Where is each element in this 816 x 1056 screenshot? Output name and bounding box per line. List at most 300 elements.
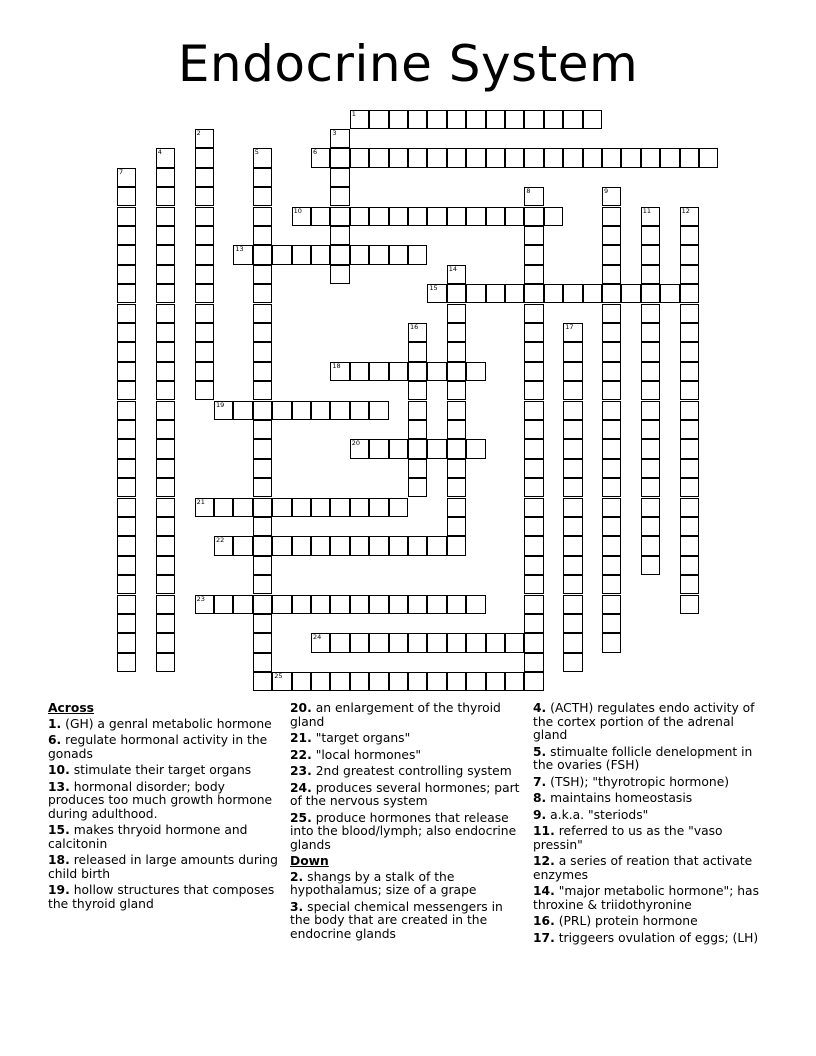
grid-cell[interactable] [427, 284, 446, 303]
grid-cell[interactable] [680, 362, 699, 381]
grid-cell[interactable] [117, 653, 136, 672]
grid-cell[interactable] [117, 207, 136, 226]
grid-cell[interactable] [563, 498, 582, 517]
grid-cell[interactable] [524, 187, 543, 206]
grid-cell[interactable] [524, 342, 543, 361]
grid-cell[interactable] [156, 420, 175, 439]
grid-cell[interactable] [524, 362, 543, 381]
grid-cell[interactable] [524, 672, 543, 691]
grid-cell[interactable] [641, 226, 660, 245]
grid-cell[interactable] [311, 245, 330, 264]
grid-cell[interactable] [233, 401, 252, 420]
grid-cell[interactable] [195, 245, 214, 264]
grid-cell[interactable] [117, 536, 136, 555]
grid-cell[interactable] [408, 536, 427, 555]
grid-cell[interactable] [524, 265, 543, 284]
grid-cell[interactable] [195, 381, 214, 400]
grid-cell[interactable] [583, 284, 602, 303]
grid-cell[interactable] [524, 110, 543, 129]
grid-cell[interactable] [544, 110, 563, 129]
grid-cell[interactable] [253, 187, 272, 206]
grid-cell[interactable] [447, 362, 466, 381]
grid-cell[interactable] [602, 536, 621, 555]
grid-cell[interactable] [699, 148, 718, 167]
grid-cell[interactable] [486, 207, 505, 226]
grid-cell[interactable] [253, 614, 272, 633]
grid-cell[interactable] [156, 536, 175, 555]
grid-cell[interactable] [447, 633, 466, 652]
grid-cell[interactable] [214, 595, 233, 614]
grid-cell[interactable] [641, 148, 660, 167]
grid-cell[interactable] [350, 672, 369, 691]
grid-cell[interactable] [524, 284, 543, 303]
grid-cell[interactable] [330, 207, 349, 226]
grid-cell[interactable] [641, 420, 660, 439]
grid-cell[interactable] [330, 498, 349, 517]
grid-cell[interactable] [602, 595, 621, 614]
grid-cell[interactable] [272, 498, 291, 517]
grid-cell[interactable] [680, 265, 699, 284]
grid-cell[interactable] [602, 614, 621, 633]
grid-cell[interactable] [253, 439, 272, 458]
grid-cell[interactable] [253, 304, 272, 323]
grid-cell[interactable] [680, 304, 699, 323]
grid-cell[interactable] [117, 323, 136, 342]
grid-cell[interactable] [680, 498, 699, 517]
grid-cell[interactable] [447, 110, 466, 129]
grid-cell[interactable] [621, 284, 640, 303]
grid-cell[interactable] [602, 498, 621, 517]
grid-cell[interactable] [369, 439, 388, 458]
grid-cell[interactable] [641, 556, 660, 575]
grid-cell[interactable] [602, 401, 621, 420]
grid-cell[interactable] [408, 342, 427, 361]
grid-cell[interactable] [233, 245, 252, 264]
grid-cell[interactable] [680, 148, 699, 167]
grid-cell[interactable] [505, 633, 524, 652]
grid-cell[interactable] [156, 168, 175, 187]
grid-cell[interactable] [389, 110, 408, 129]
grid-cell[interactable] [524, 148, 543, 167]
grid-cell[interactable] [641, 323, 660, 342]
grid-cell[interactable] [660, 284, 679, 303]
grid-cell[interactable] [563, 536, 582, 555]
grid-cell[interactable] [214, 498, 233, 517]
grid-cell[interactable] [156, 633, 175, 652]
grid-cell[interactable] [195, 168, 214, 187]
grid-cell[interactable] [524, 439, 543, 458]
grid-cell[interactable] [389, 362, 408, 381]
grid-cell[interactable] [602, 420, 621, 439]
grid-cell[interactable] [156, 323, 175, 342]
grid-cell[interactable] [233, 498, 252, 517]
grid-cell[interactable] [466, 110, 485, 129]
grid-cell[interactable] [524, 478, 543, 497]
grid-cell[interactable] [563, 633, 582, 652]
grid-cell[interactable] [447, 323, 466, 342]
grid-cell[interactable] [389, 595, 408, 614]
grid-cell[interactable] [563, 556, 582, 575]
grid-cell[interactable] [117, 401, 136, 420]
grid-cell[interactable] [505, 284, 524, 303]
grid-cell[interactable] [253, 207, 272, 226]
grid-cell[interactable] [447, 459, 466, 478]
grid-cell[interactable] [602, 459, 621, 478]
grid-cell[interactable] [369, 401, 388, 420]
grid-cell[interactable] [156, 187, 175, 206]
grid-cell[interactable] [156, 362, 175, 381]
grid-cell[interactable] [544, 207, 563, 226]
grid-cell[interactable] [156, 478, 175, 497]
grid-cell[interactable] [117, 614, 136, 633]
grid-cell[interactable] [156, 245, 175, 264]
grid-cell[interactable] [524, 595, 543, 614]
grid-cell[interactable] [602, 478, 621, 497]
grid-cell[interactable] [117, 168, 136, 187]
grid-cell[interactable] [195, 265, 214, 284]
grid-cell[interactable] [369, 245, 388, 264]
grid-cell[interactable] [253, 226, 272, 245]
grid-cell[interactable] [563, 439, 582, 458]
grid-cell[interactable] [350, 439, 369, 458]
grid-cell[interactable] [117, 459, 136, 478]
grid-cell[interactable] [486, 284, 505, 303]
grid-cell[interactable] [253, 342, 272, 361]
grid-cell[interactable] [563, 362, 582, 381]
grid-cell[interactable] [447, 672, 466, 691]
grid-cell[interactable] [408, 110, 427, 129]
grid-cell[interactable] [427, 633, 446, 652]
grid-cell[interactable] [195, 342, 214, 361]
grid-cell[interactable] [602, 342, 621, 361]
grid-cell[interactable] [156, 381, 175, 400]
grid-cell[interactable] [660, 148, 679, 167]
grid-cell[interactable] [641, 342, 660, 361]
grid-cell[interactable] [156, 556, 175, 575]
grid-cell[interactable] [427, 148, 446, 167]
grid-cell[interactable] [117, 575, 136, 594]
grid-cell[interactable] [311, 633, 330, 652]
grid-cell[interactable] [447, 284, 466, 303]
grid-cell[interactable] [602, 284, 621, 303]
grid-cell[interactable] [447, 401, 466, 420]
grid-cell[interactable] [389, 498, 408, 517]
grid-cell[interactable] [602, 517, 621, 536]
grid-cell[interactable] [292, 498, 311, 517]
grid-cell[interactable] [563, 478, 582, 497]
grid-cell[interactable] [253, 420, 272, 439]
grid-cell[interactable] [602, 265, 621, 284]
grid-cell[interactable] [524, 536, 543, 555]
grid-cell[interactable] [641, 401, 660, 420]
grid-cell[interactable] [272, 401, 291, 420]
grid-cell[interactable] [641, 381, 660, 400]
grid-cell[interactable] [156, 226, 175, 245]
grid-cell[interactable] [330, 187, 349, 206]
grid-cell[interactable] [641, 439, 660, 458]
grid-cell[interactable] [214, 536, 233, 555]
grid-cell[interactable] [253, 401, 272, 420]
grid-cell[interactable] [563, 342, 582, 361]
grid-cell[interactable] [680, 478, 699, 497]
grid-cell[interactable] [602, 362, 621, 381]
grid-cell[interactable] [369, 110, 388, 129]
grid-cell[interactable] [486, 672, 505, 691]
grid-cell[interactable] [214, 401, 233, 420]
grid-cell[interactable] [680, 245, 699, 264]
grid-cell[interactable] [117, 245, 136, 264]
grid-cell[interactable] [330, 362, 349, 381]
grid-cell[interactable] [117, 633, 136, 652]
grid-cell[interactable] [117, 362, 136, 381]
grid-cell[interactable] [195, 207, 214, 226]
grid-cell[interactable] [117, 342, 136, 361]
grid-cell[interactable] [350, 110, 369, 129]
grid-cell[interactable] [563, 459, 582, 478]
grid-cell[interactable] [680, 536, 699, 555]
grid-cell[interactable] [486, 148, 505, 167]
grid-cell[interactable] [253, 362, 272, 381]
grid-cell[interactable] [117, 265, 136, 284]
grid-cell[interactable] [311, 401, 330, 420]
grid-cell[interactable] [292, 595, 311, 614]
grid-cell[interactable] [156, 614, 175, 633]
grid-cell[interactable] [641, 207, 660, 226]
grid-cell[interactable] [156, 148, 175, 167]
grid-cell[interactable] [369, 207, 388, 226]
grid-cell[interactable] [311, 595, 330, 614]
grid-cell[interactable] [524, 633, 543, 652]
grid-cell[interactable] [311, 207, 330, 226]
grid-cell[interactable] [253, 517, 272, 536]
grid-cell[interactable] [583, 148, 602, 167]
grid-cell[interactable] [330, 536, 349, 555]
grid-cell[interactable] [602, 556, 621, 575]
grid-cell[interactable] [466, 362, 485, 381]
grid-cell[interactable] [253, 633, 272, 652]
grid-cell[interactable] [641, 362, 660, 381]
grid-cell[interactable] [253, 672, 272, 691]
grid-cell[interactable] [680, 284, 699, 303]
grid-cell[interactable] [680, 401, 699, 420]
grid-cell[interactable] [156, 575, 175, 594]
grid-cell[interactable] [311, 148, 330, 167]
grid-cell[interactable] [563, 381, 582, 400]
grid-cell[interactable] [195, 304, 214, 323]
grid-cell[interactable] [195, 129, 214, 148]
grid-cell[interactable] [350, 401, 369, 420]
grid-cell[interactable] [447, 265, 466, 284]
grid-cell[interactable] [117, 381, 136, 400]
grid-cell[interactable] [563, 420, 582, 439]
grid-cell[interactable] [156, 207, 175, 226]
grid-cell[interactable] [602, 323, 621, 342]
grid-cell[interactable] [563, 148, 582, 167]
grid-cell[interactable] [117, 595, 136, 614]
grid-cell[interactable] [311, 498, 330, 517]
grid-cell[interactable] [272, 672, 291, 691]
grid-cell[interactable] [117, 439, 136, 458]
grid-cell[interactable] [253, 498, 272, 517]
grid-cell[interactable] [253, 265, 272, 284]
grid-cell[interactable] [253, 284, 272, 303]
grid-cell[interactable] [427, 362, 446, 381]
grid-cell[interactable] [563, 575, 582, 594]
grid-cell[interactable] [117, 420, 136, 439]
grid-cell[interactable] [156, 304, 175, 323]
grid-cell[interactable] [563, 595, 582, 614]
grid-cell[interactable] [117, 517, 136, 536]
grid-cell[interactable] [563, 110, 582, 129]
grid-cell[interactable] [253, 595, 272, 614]
grid-cell[interactable] [350, 498, 369, 517]
grid-cell[interactable] [524, 381, 543, 400]
grid-cell[interactable] [253, 148, 272, 167]
grid-cell[interactable] [156, 653, 175, 672]
grid-cell[interactable] [408, 459, 427, 478]
grid-cell[interactable] [505, 148, 524, 167]
grid-cell[interactable] [447, 439, 466, 458]
grid-cell[interactable] [330, 595, 349, 614]
grid-cell[interactable] [330, 226, 349, 245]
grid-cell[interactable] [156, 342, 175, 361]
grid-cell[interactable] [505, 672, 524, 691]
grid-cell[interactable] [330, 672, 349, 691]
grid-cell[interactable] [602, 633, 621, 652]
grid-cell[interactable] [350, 207, 369, 226]
grid-cell[interactable] [330, 148, 349, 167]
grid-cell[interactable] [680, 342, 699, 361]
grid-cell[interactable] [389, 536, 408, 555]
grid-cell[interactable] [680, 207, 699, 226]
grid-cell[interactable] [602, 381, 621, 400]
grid-cell[interactable] [427, 110, 446, 129]
grid-cell[interactable] [389, 245, 408, 264]
grid-cell[interactable] [195, 595, 214, 614]
grid-cell[interactable] [427, 207, 446, 226]
grid-cell[interactable] [233, 595, 252, 614]
grid-cell[interactable] [680, 420, 699, 439]
grid-cell[interactable] [408, 420, 427, 439]
grid-cell[interactable] [680, 381, 699, 400]
grid-cell[interactable] [524, 304, 543, 323]
grid-cell[interactable] [544, 284, 563, 303]
grid-cell[interactable] [292, 536, 311, 555]
grid-cell[interactable] [505, 110, 524, 129]
grid-cell[interactable] [641, 536, 660, 555]
grid-cell[interactable] [408, 245, 427, 264]
grid-cell[interactable] [195, 362, 214, 381]
grid-cell[interactable] [195, 226, 214, 245]
grid-cell[interactable] [389, 672, 408, 691]
grid-cell[interactable] [195, 187, 214, 206]
grid-cell[interactable] [156, 517, 175, 536]
grid-cell[interactable] [330, 129, 349, 148]
grid-cell[interactable] [156, 284, 175, 303]
grid-cell[interactable] [602, 187, 621, 206]
grid-cell[interactable] [408, 633, 427, 652]
grid-cell[interactable] [524, 653, 543, 672]
grid-cell[interactable] [156, 595, 175, 614]
grid-cell[interactable] [466, 207, 485, 226]
grid-cell[interactable] [447, 148, 466, 167]
grid-cell[interactable] [408, 323, 427, 342]
grid-cell[interactable] [602, 575, 621, 594]
grid-cell[interactable] [447, 342, 466, 361]
grid-cell[interactable] [447, 536, 466, 555]
grid-cell[interactable] [563, 401, 582, 420]
grid-cell[interactable] [602, 245, 621, 264]
grid-cell[interactable] [680, 575, 699, 594]
grid-cell[interactable] [680, 556, 699, 575]
grid-cell[interactable] [408, 401, 427, 420]
grid-cell[interactable] [253, 653, 272, 672]
grid-cell[interactable] [350, 362, 369, 381]
grid-cell[interactable] [253, 245, 272, 264]
grid-cell[interactable] [602, 304, 621, 323]
grid-cell[interactable] [369, 148, 388, 167]
grid-cell[interactable] [369, 498, 388, 517]
grid-cell[interactable] [350, 595, 369, 614]
grid-cell[interactable] [602, 207, 621, 226]
grid-cell[interactable] [447, 304, 466, 323]
grid-cell[interactable] [524, 323, 543, 342]
grid-cell[interactable] [563, 517, 582, 536]
grid-cell[interactable] [117, 284, 136, 303]
grid-cell[interactable] [408, 381, 427, 400]
grid-cell[interactable] [524, 517, 543, 536]
grid-cell[interactable] [156, 265, 175, 284]
grid-cell[interactable] [233, 536, 252, 555]
grid-cell[interactable] [408, 148, 427, 167]
grid-cell[interactable] [680, 439, 699, 458]
grid-cell[interactable] [369, 536, 388, 555]
grid-cell[interactable] [544, 148, 563, 167]
grid-cell[interactable] [408, 478, 427, 497]
grid-cell[interactable] [330, 265, 349, 284]
grid-cell[interactable] [253, 575, 272, 594]
grid-cell[interactable] [621, 148, 640, 167]
grid-cell[interactable] [117, 304, 136, 323]
grid-cell[interactable] [389, 633, 408, 652]
grid-cell[interactable] [505, 207, 524, 226]
grid-cell[interactable] [156, 459, 175, 478]
grid-cell[interactable] [447, 381, 466, 400]
grid-cell[interactable] [466, 439, 485, 458]
grid-cell[interactable] [350, 536, 369, 555]
grid-cell[interactable] [195, 148, 214, 167]
grid-cell[interactable] [389, 207, 408, 226]
grid-cell[interactable] [156, 498, 175, 517]
grid-cell[interactable] [330, 245, 349, 264]
grid-cell[interactable] [311, 672, 330, 691]
grid-cell[interactable] [292, 207, 311, 226]
grid-cell[interactable] [486, 633, 505, 652]
grid-cell[interactable] [641, 265, 660, 284]
grid-cell[interactable] [311, 536, 330, 555]
grid-cell[interactable] [253, 459, 272, 478]
grid-cell[interactable] [466, 672, 485, 691]
grid-cell[interactable] [330, 168, 349, 187]
grid-cell[interactable] [292, 245, 311, 264]
grid-cell[interactable] [272, 536, 291, 555]
grid-cell[interactable] [350, 633, 369, 652]
grid-cell[interactable] [330, 633, 349, 652]
grid-cell[interactable] [408, 362, 427, 381]
grid-cell[interactable] [524, 459, 543, 478]
grid-cell[interactable] [195, 284, 214, 303]
grid-cell[interactable] [447, 517, 466, 536]
